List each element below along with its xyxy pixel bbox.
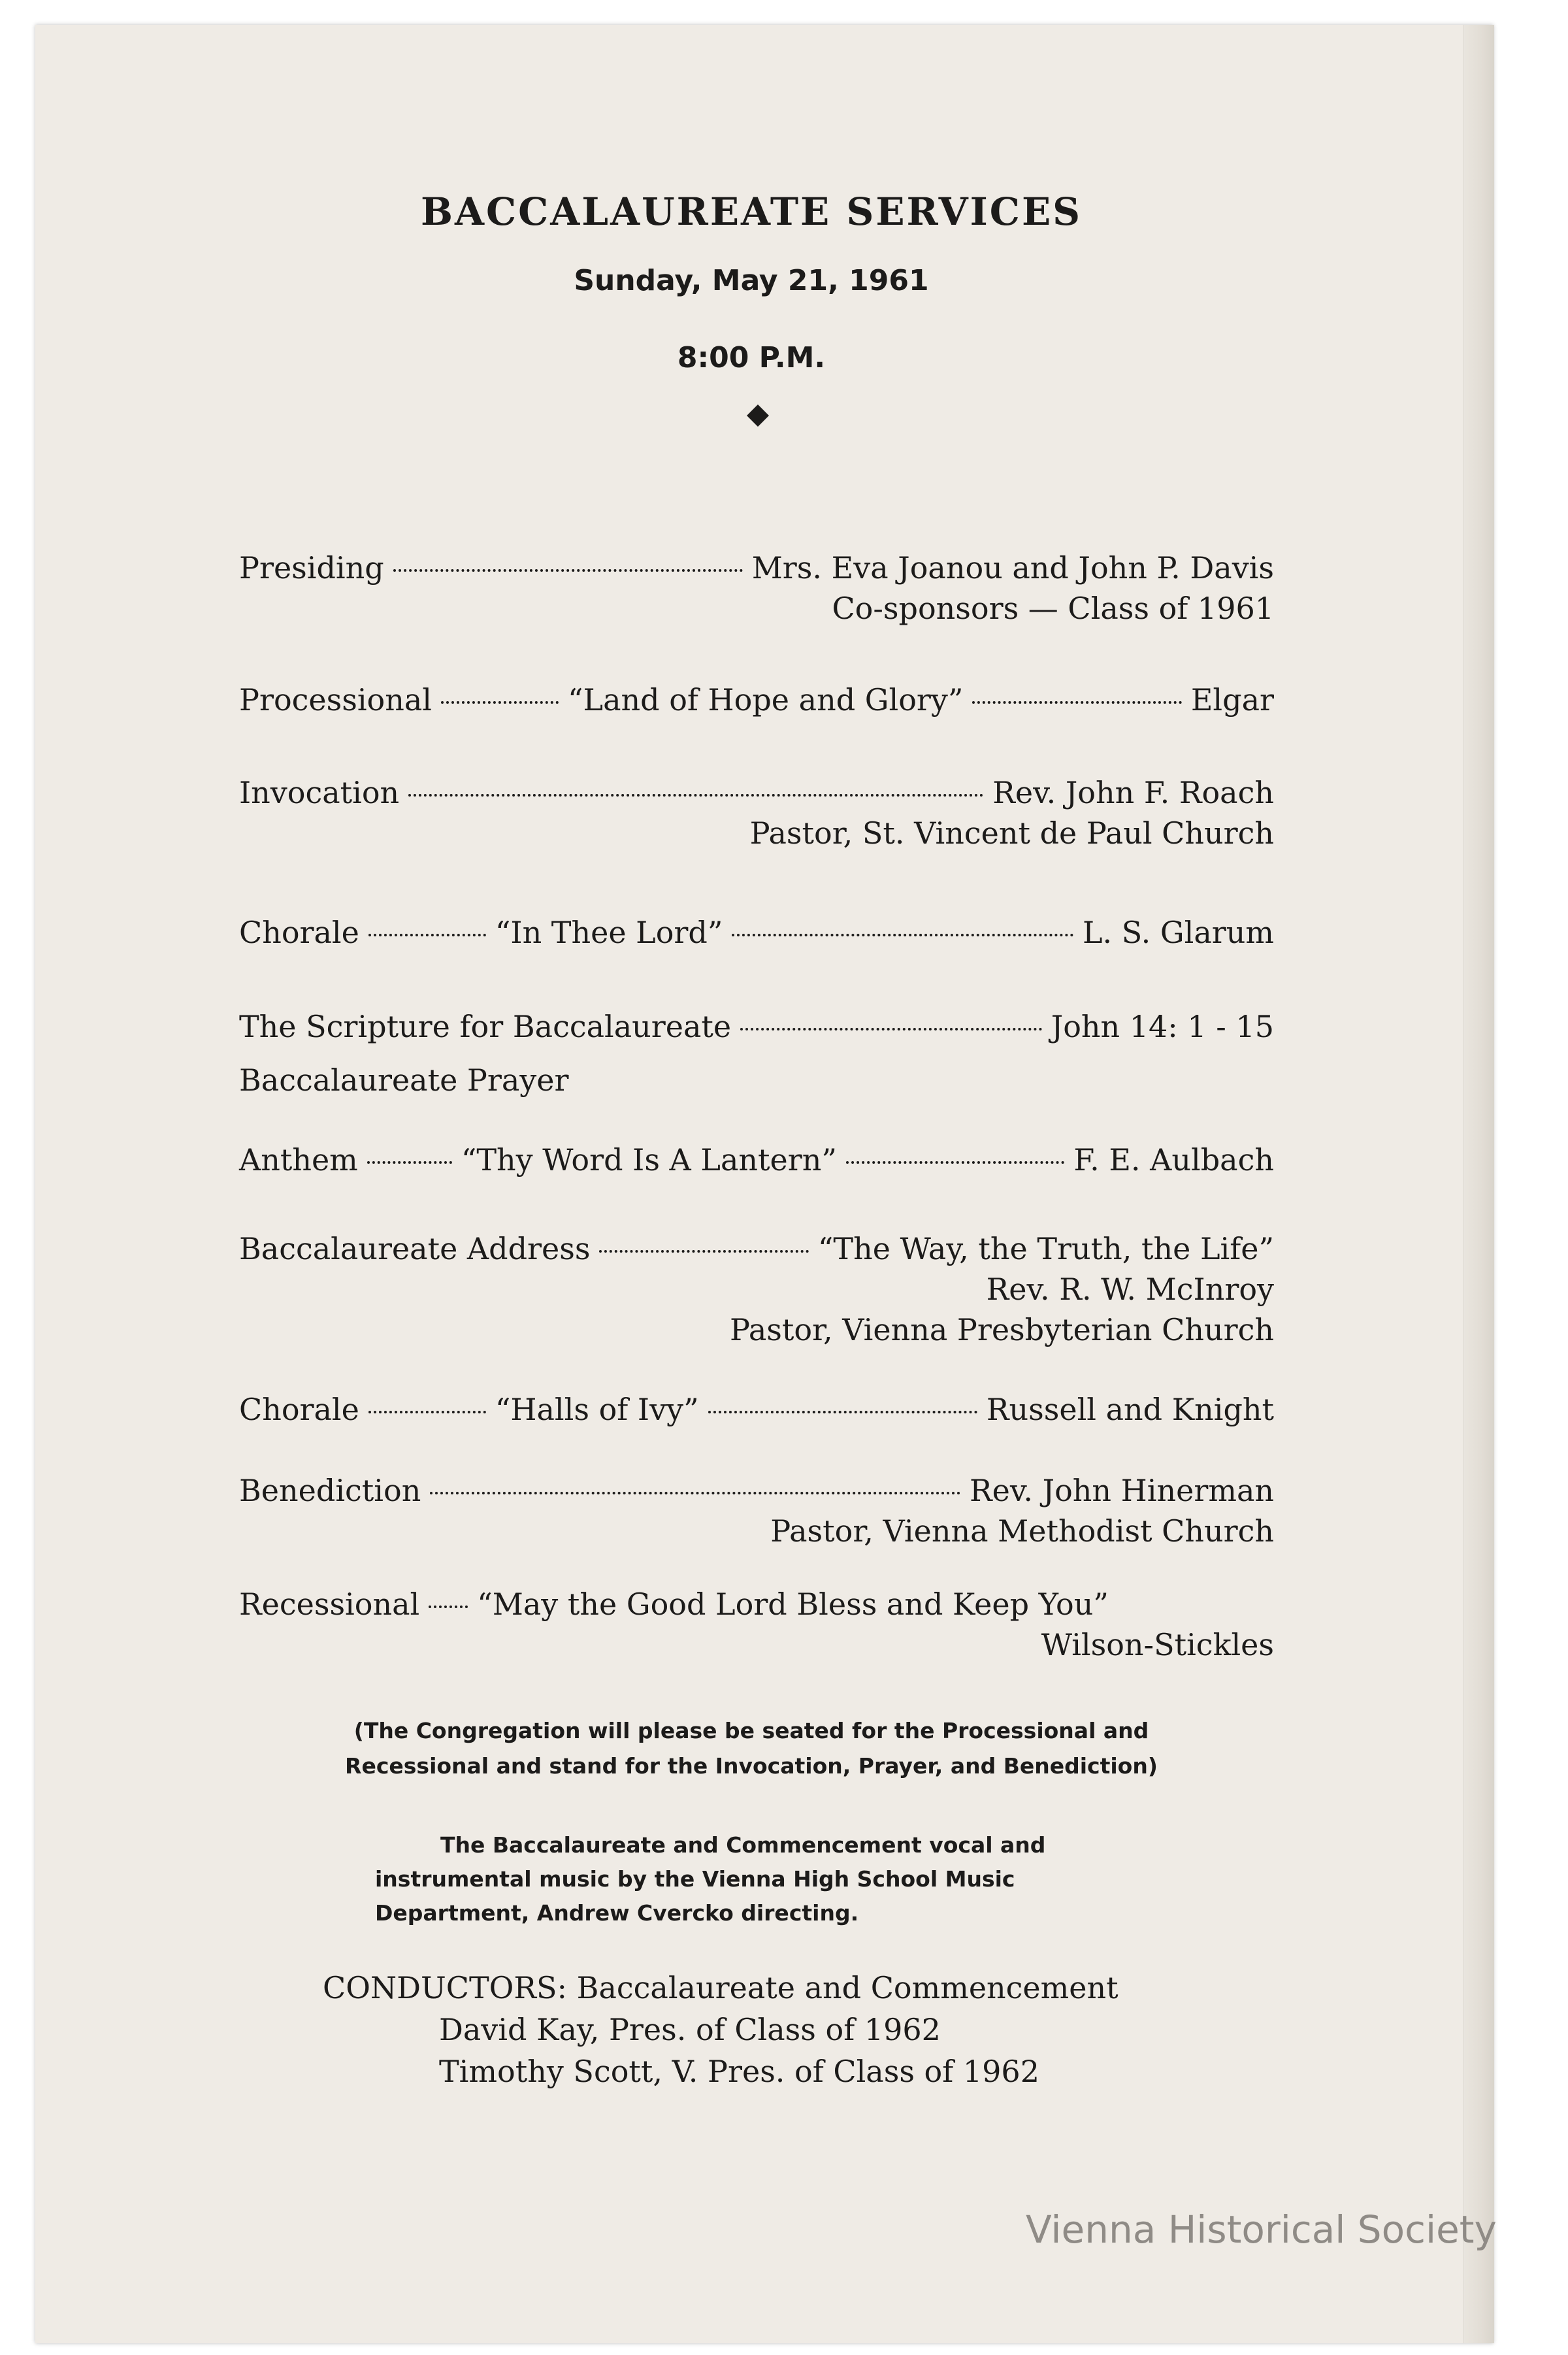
leader-dots: [367, 1161, 452, 1164]
program-item-anthem: [239, 1140, 1274, 1180]
program-item-invocation: [239, 772, 1274, 853]
leader-dots: [599, 1250, 808, 1253]
leader-dots: [740, 1028, 1042, 1030]
item-role: Pastor, Vienna Methodist Church: [770, 1513, 1274, 1549]
page-title: BACCALAUREATE SERVICES: [420, 189, 1083, 234]
item-label: Processional: [239, 682, 433, 717]
leader-dots: [393, 569, 743, 572]
leader-dots: [368, 934, 486, 936]
item-composer: Wilson-Stickles: [1041, 1627, 1274, 1662]
note-line: Department, Andrew Cvercko directing.: [375, 1900, 859, 1926]
item-label: Baccalaureate Address: [239, 1231, 591, 1266]
service-date: Sunday, May 21, 1961: [574, 264, 929, 297]
item-piece: “Halls of Ivy”: [495, 1392, 699, 1427]
item-piece: “In Thee Lord”: [495, 915, 723, 950]
conductor-line: David Kay, Pres. of Class of 1962: [439, 2012, 941, 2047]
item-composer: F. E. Aulbach: [1073, 1142, 1274, 1178]
program-item-benediction: [239, 1470, 1274, 1551]
item-role: Pastor, St. Vincent de Paul Church: [749, 815, 1274, 851]
item-name: Rev. John Hinerman: [970, 1473, 1274, 1508]
program-item-address: [239, 1228, 1274, 1350]
watermark: Vienna Historical Society: [1026, 2207, 1497, 2252]
leader-dots: [708, 1411, 977, 1413]
item-name: Rev. R. W. McInroy: [986, 1272, 1274, 1307]
music-note: [375, 1828, 1159, 1930]
item-ref: John 14: 1 - 15: [1051, 1009, 1274, 1044]
note-line: The Baccalaureate and Commencement vocal and: [440, 1832, 1046, 1858]
item-label: Chorale: [239, 915, 359, 950]
program-item-chorale-2: [239, 1389, 1274, 1430]
item-name: Rev. John F. Roach: [992, 775, 1274, 810]
leader-dots: [430, 1492, 960, 1494]
leader-dots: [368, 1411, 486, 1413]
item-piece: “May the Good Lord Bless and Keep You”: [477, 1587, 1109, 1622]
item-piece: “Land of Hope and Glory”: [568, 682, 964, 717]
program-item-recessional: [239, 1584, 1274, 1665]
item-names: Mrs. Eva Joanou and John P. Davis: [751, 550, 1274, 585]
item-role: Co-sponsors — Class of 1961: [832, 591, 1274, 626]
service-time: 8:00 P.M.: [677, 341, 826, 374]
item-piece: “Thy Word Is A Lantern”: [461, 1142, 837, 1178]
leader-dots: [972, 701, 1181, 704]
item-composer: Russell and Knight: [986, 1392, 1274, 1427]
item-label: Benediction: [239, 1473, 421, 1508]
program-item-scripture: [239, 1006, 1274, 1100]
program-item-chorale-1: [239, 912, 1274, 953]
note-line: Recessional and stand for the Invocation, Prayer, and Benediction): [345, 1753, 1158, 1779]
program-item-processional: [239, 680, 1274, 720]
leader-dots: [408, 794, 983, 797]
item-label: Invocation: [239, 775, 400, 810]
item-label: Anthem: [239, 1142, 358, 1178]
item-label: Recessional: [239, 1587, 420, 1622]
leader-dots: [429, 1606, 468, 1608]
congregation-note: [0, 1713, 1503, 1784]
item-role: Pastor, Vienna Presbyterian Church: [729, 1312, 1274, 1347]
item-title: “The Way, the Truth, the Life”: [817, 1231, 1274, 1266]
conductor-line: Timothy Scott, V. Pres. of Class of 1962: [439, 2054, 1039, 2089]
leader-dots: [732, 934, 1073, 936]
item-composer: Elgar: [1190, 682, 1274, 717]
conductors-block: [323, 1967, 1368, 2092]
item-label: Chorale: [239, 1392, 359, 1427]
note-line: instrumental music by the Vienna High School Music: [375, 1866, 1015, 1892]
leader-dots: [441, 701, 559, 704]
item-label: The Scripture for Baccalaureate: [239, 1009, 732, 1044]
item-label: Presiding: [239, 550, 384, 585]
item-composer: L. S. Glarum: [1082, 915, 1274, 950]
leader-dots: [846, 1161, 1065, 1164]
program-item-presiding: [239, 548, 1274, 629]
conductors-heading: CONDUCTORS: Baccalaureate and Commencement: [323, 1970, 1119, 2005]
note-line: (The Congregation will please be seated for the Processional and: [353, 1718, 1149, 1743]
item-prayer: Baccalaureate Prayer: [239, 1062, 569, 1098]
